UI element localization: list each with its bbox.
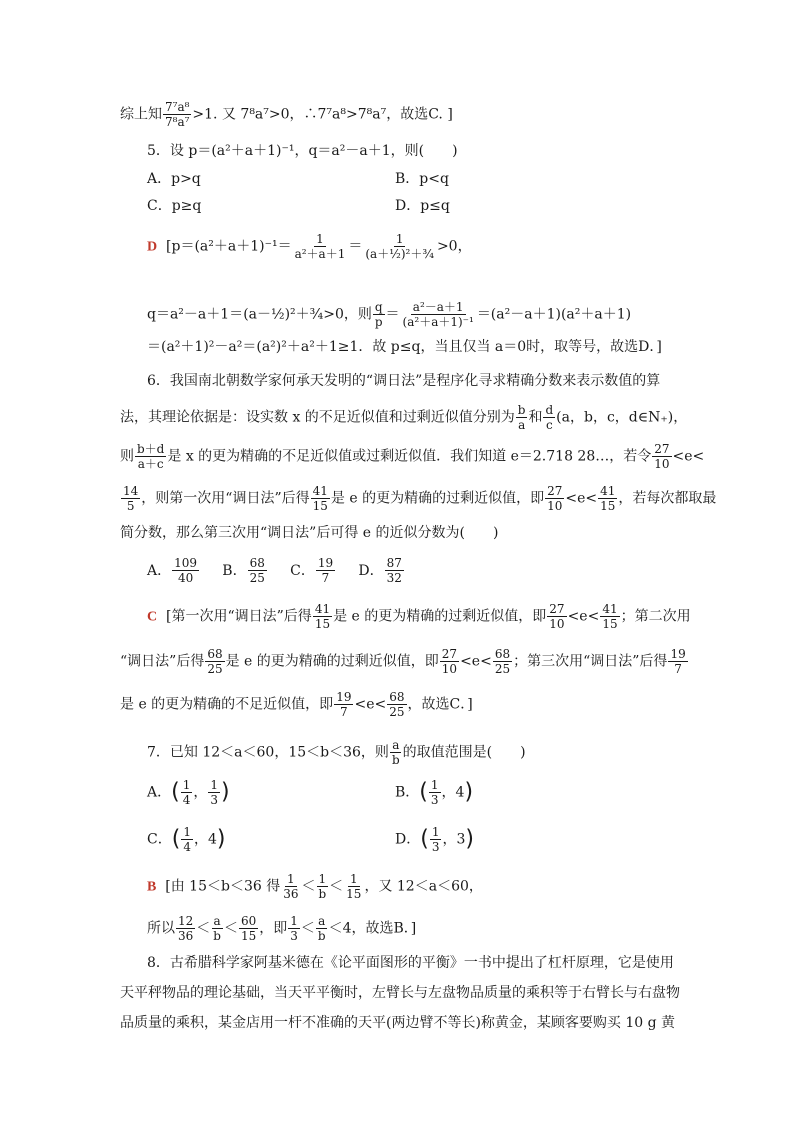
fraction: $\frac{14}{5}$ <box>123 484 139 513</box>
fraction: $\frac{27}{10}$ <box>654 442 670 471</box>
fraction: $\frac{109}{40}$ <box>174 556 198 585</box>
fraction: $\frac{27}{10}$ <box>547 484 563 513</box>
fraction: $\frac{68}{25}$ <box>494 647 511 676</box>
q5-option-d: D．p≤q <box>395 198 450 214</box>
q5-solution-line1: D [p＝(a²＋a＋1)⁻¹＝ $\frac{1}{\text{a²＋a＋1}}$ ＝ $\frac{1}{\text{(a＋½)²＋¾}}$ >0， <box>147 232 472 261</box>
summary-line <box>120 100 453 129</box>
q5-solution-line2: q＝a²－a＋1＝(a－½)²＋¾>0，则 $\frac{q}{p}$ ＝ $\frac{\text{a²－a＋1}}{\text{(a²＋a＋1)⁻¹}}$ ＝(a²－a＋1)(a²＋a＋1) <box>147 300 632 329</box>
answer-letter: B <box>147 879 157 895</box>
q5-option-c: C．p≥q <box>147 198 202 214</box>
fraction: $\frac{12}{36}$ <box>178 914 194 943</box>
answer-letter: C <box>147 609 158 625</box>
fraction: $\frac{1}{3}$ <box>290 914 298 943</box>
fraction: $\frac{q}{p}$ <box>374 300 383 329</box>
q7-option-b: B．( $\frac{1}{3}$ ，4) <box>395 778 474 807</box>
q6-solution-line3: 是 e 的更为精确的不足近似值，即 $\frac{19}{7}$ <e< $\frac{68}{25}$ ，故选C．] <box>120 690 473 719</box>
fraction: $\frac{1}{4}$ <box>183 825 191 854</box>
fraction: $\frac{27}{10}$ <box>441 647 458 676</box>
q6-stem-line1: 6．我国南北朝数学家何承天发明的“调日法”是程序化寻求精确分数来表示数值的算 <box>147 373 661 389</box>
fraction: $\frac{1}{\text{a²＋a＋1}}$ <box>294 232 346 261</box>
fraction: $\frac{1}{3}$ <box>210 778 218 807</box>
summary-rest: >1. 又 7⁸a⁷>0，∴7⁷a⁸>7⁸a⁷，故选C. ] <box>192 106 453 123</box>
q5-option-b: B．p<q <box>395 171 449 187</box>
q6-stem-line5: 简分数，那么第三次用“调日法”后可得 e 的近似分数为( ) <box>120 525 499 541</box>
summary-prefix: 综上知 <box>120 106 162 123</box>
fraction: $\frac{b+d}{a+c}$ <box>137 442 165 471</box>
q5-option-a: A．p>q <box>147 171 201 187</box>
fraction: $\frac{1}{\text{(a＋½)²＋¾}}$ <box>365 232 434 261</box>
fraction: $\frac{a}{b}$ <box>213 914 221 943</box>
fraction: $\frac{68}{25}$ <box>389 690 405 719</box>
fraction: $\frac{1}{3}$ <box>430 778 439 807</box>
q6-stem-line2: 法，其理论依据是：设实数 x 的不足近似值和过剩近似值分别为 $\frac{b}{a}$ 和 $\frac{d}{c}$ (a，b，c，d∈N₊)， <box>120 403 688 432</box>
answer-letter: D <box>147 239 158 255</box>
q6-solution-line2: “调日法”后得 $\frac{68}{25}$ 是 e 的更为精确的过剩近似值，即 $\frac{27}{10}$ <e< $\frac{68}{25}$ ；第三次用“调日法”后得 $\frac{19}{7}$ <box>120 647 686 676</box>
fraction: $\frac{\text{7⁷a⁸}}{\text{7⁸a⁷}}$ <box>165 100 190 129</box>
fraction: $\frac{41}{15}$ <box>600 484 616 513</box>
q7-option-d: D．( $\frac{1}{3}$ ，3) <box>395 825 474 854</box>
q7-option-a: A．( $\frac{1}{4}$ ， $\frac{1}{3}$ ) <box>147 778 230 807</box>
fraction: $\frac{1}{3}$ <box>431 825 440 854</box>
fraction: $\frac{68}{25}$ <box>207 647 223 676</box>
fraction: $\frac{a}{b}$ <box>317 914 326 943</box>
q6-options <box>147 556 405 585</box>
q6-stem-line3: 则 $\frac{b+d}{a+c}$ 是 x 的更为精确的不足近似值或过剩近似值．我们知道 e＝2.718 28…，若令 $\frac{27}{10}$ <e< <box>120 442 705 471</box>
fraction: $\frac{19}{7}$ <box>670 647 686 676</box>
q7-solution-line2: 所以 $\frac{12}{36}$ ＜ $\frac{a}{b}$ ＜ $\frac{60}{15}$ ，即 $\frac{1}{3}$ ＜ $\frac{a}{b}$ ＜4，故选B．] <box>147 914 417 943</box>
fraction: $\frac{60}{15}$ <box>240 914 257 943</box>
fraction: $\frac{41}{15}$ <box>312 484 328 513</box>
fraction: $\frac{19}{7}$ <box>336 690 352 719</box>
q6-option-b: B． $\frac{68}{25}$ <box>222 556 265 585</box>
q6-option-c: C． $\frac{19}{7}$ <box>290 556 334 585</box>
q6-solution-line1: C [第一次用“调日法”后得 $\frac{41}{15}$ 是 e 的更为精确的过剩近似值，即 $\frac{27}{10}$ <e< $\frac{41}{15}$ ；第二次用 <box>147 602 691 631</box>
fraction: $\frac{1}{15}$ <box>346 872 362 901</box>
q8-stem-line1: 8．古希腊科学家阿基米德在《论平面图形的平衡》一书中提出了杠杆原理，它是使用 <box>147 955 674 971</box>
q7-option-c: C．( $\frac{1}{4}$ ，4) <box>147 825 226 854</box>
fraction: $\frac{19}{7}$ <box>317 556 334 585</box>
q8-stem-line2: 天平秤物品的理论基础，当天平平衡时，左臂长与左盘物品质量的乘积等于右臂长与右盘物 <box>120 985 680 1001</box>
q5-solution-line3: ＝(a²＋1)²－a²＝(a²)²＋a²＋1≥1．故 p≤q，当且仅当 a＝0时，取等号，故选D．] <box>147 339 662 355</box>
fraction: $\frac{41}{15}$ <box>314 602 331 631</box>
q6-option-d: D． $\frac{87}{32}$ <box>358 556 402 585</box>
fraction: $\frac{27}{10}$ <box>549 602 565 631</box>
q6-stem-line4: $\frac{14}{5}$ ，则第一次用“调日法”后得 $\frac{41}{15}$ 是 e 的更为精确的过剩近似值，即 $\frac{27}{10}$ <e< $\frac{41}{15}$ ，若每次都取最 <box>123 484 717 513</box>
q8-stem-line3: 品质量的乘积，某金店用一杆不准确的天平(两边臂不等长)称黄金，某顾客要购买 10 g 黄 <box>120 1015 676 1031</box>
q7-solution-line1: B [由 15＜b＜36 得 $\frac{1}{36}$ ＜ $\frac{1}{b}$ ＜ $\frac{1}{15}$ ，又 12＜a＜60， <box>147 872 483 901</box>
fraction: $\frac{\text{a²－a＋1}}{\text{(a²＋a＋1)⁻¹}}$ <box>402 300 474 329</box>
q5-stem: 5．设 p＝(a²＋a＋1)⁻¹，q＝a²－a＋1，则( ) <box>147 143 458 159</box>
fraction: $\frac{d}{c}$ <box>545 403 554 432</box>
fraction: $\frac{1}{36}$ <box>283 872 299 901</box>
fraction: $\frac{41}{15}$ <box>602 602 618 631</box>
fraction: $\frac{87}{32}$ <box>386 556 402 585</box>
fraction: $\frac{1}{b}$ <box>318 872 327 901</box>
q7-stem: 7．已知 12＜a＜60，15＜b＜36，则 $\frac{a}{b}$ 的取值范围是( ) <box>147 738 526 767</box>
fraction: $\frac{b}{a}$ <box>517 403 526 432</box>
fraction: $\frac{1}{4}$ <box>182 778 191 807</box>
q6-option-a: A． $\frac{109}{40}$ <box>147 556 198 585</box>
fraction: $\frac{a}{b}$ <box>391 738 400 767</box>
fraction: $\frac{68}{25}$ <box>249 556 265 585</box>
